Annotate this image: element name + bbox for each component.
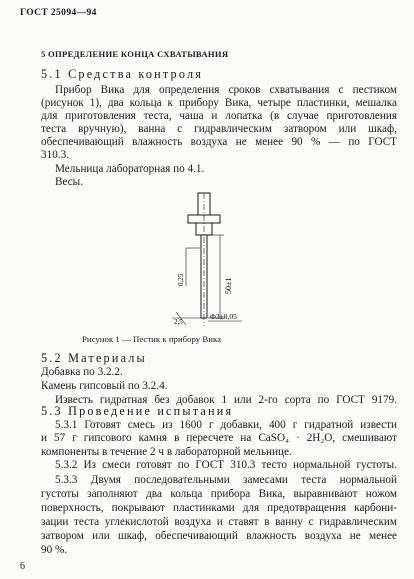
para-531-line: компоненты в течение 2 ч в лабораторной мельнице. bbox=[41, 446, 292, 458]
para-532: 5.3.2 Из смеси готовят по ГОСТ 310.3 тесто нормальной густоты. bbox=[55, 459, 397, 471]
materials-line: Камень гипсовый по 3.2.4. bbox=[41, 380, 168, 392]
para-line: обеспечивающий влажность воздуха не менее 90 % — по ГОСТ bbox=[41, 136, 397, 148]
para-533-line: 5.3.3 Двумя последовательными замесами теста нормальной bbox=[55, 474, 397, 486]
para-line: теста вручную), ванна с гидравлическим затвором или шкаф, bbox=[41, 123, 397, 135]
document-header: ГОСТ 25094—94 bbox=[20, 8, 97, 18]
dim-top-label: 0,25 bbox=[177, 273, 185, 286]
heading-5-2: 5.2 Материалы bbox=[41, 351, 147, 365]
para-533-line: густоты заполняют два кольца прибора Вика, выравнивают ножом bbox=[41, 488, 397, 500]
dim-length-label: 50±1 bbox=[224, 277, 233, 294]
page-number: 6 bbox=[20, 561, 25, 572]
para-line: для приготовления теста, чаша и лопатка (в случае приготовления bbox=[41, 110, 397, 122]
needle-drawing bbox=[172, 193, 242, 326]
figure-caption: Рисунок 1 — Пестик к прибору Вика bbox=[82, 334, 222, 344]
para-533-line: затвором или шкаф, обеспечивающий влажность воздуха не менее bbox=[41, 530, 397, 542]
materials-line: Добавка по 3.2.2. bbox=[41, 366, 123, 378]
section-title: 5 ОПРЕДЕЛЕНИЕ КОНЦА СХВАТЫВАНИЯ bbox=[41, 49, 229, 59]
vicat-needle-figure bbox=[160, 186, 280, 336]
materials-line: Известь гидратная без добавок 1 или 2-го сорта по ГОСТ 9179. bbox=[55, 394, 397, 406]
para-line: 310.3. bbox=[41, 149, 69, 161]
heading-5-3: 5.3 Проведение испытания bbox=[41, 404, 234, 418]
dim-tip-label: 2,5 bbox=[174, 318, 183, 326]
para-533-line: поверхность, покрывают пластинками для предотвращения карбони- bbox=[41, 502, 397, 514]
heading-5-1: 5.1 Средства контроля bbox=[41, 67, 204, 81]
para-531-line: и 57 г гипсового камня в пересчете на CaSO₄ · 2H₂O, смешивают bbox=[41, 432, 397, 444]
para-533-line: 90 %. bbox=[41, 544, 68, 556]
para-531-line: 5.3.1 Готовят смесь из 1600 г добавки, 400 г гидратной извести bbox=[55, 419, 397, 431]
para-line: (рисунок 1), два кольца к прибору Вика, четыре пластинки, мешалка bbox=[41, 97, 397, 109]
dim-diameter-label: Ф3±0,05 bbox=[210, 312, 237, 321]
para-line: Прибор Вика для определения сроков схватывания с пестиком bbox=[55, 84, 397, 96]
para-533-line: зации теста углекислотой воздуха и ставят в ванну с гидравлическим bbox=[41, 516, 397, 528]
mill-line: Мельница лабораторная по 4.1. bbox=[55, 163, 205, 175]
scales-line: Весы. bbox=[55, 176, 83, 188]
